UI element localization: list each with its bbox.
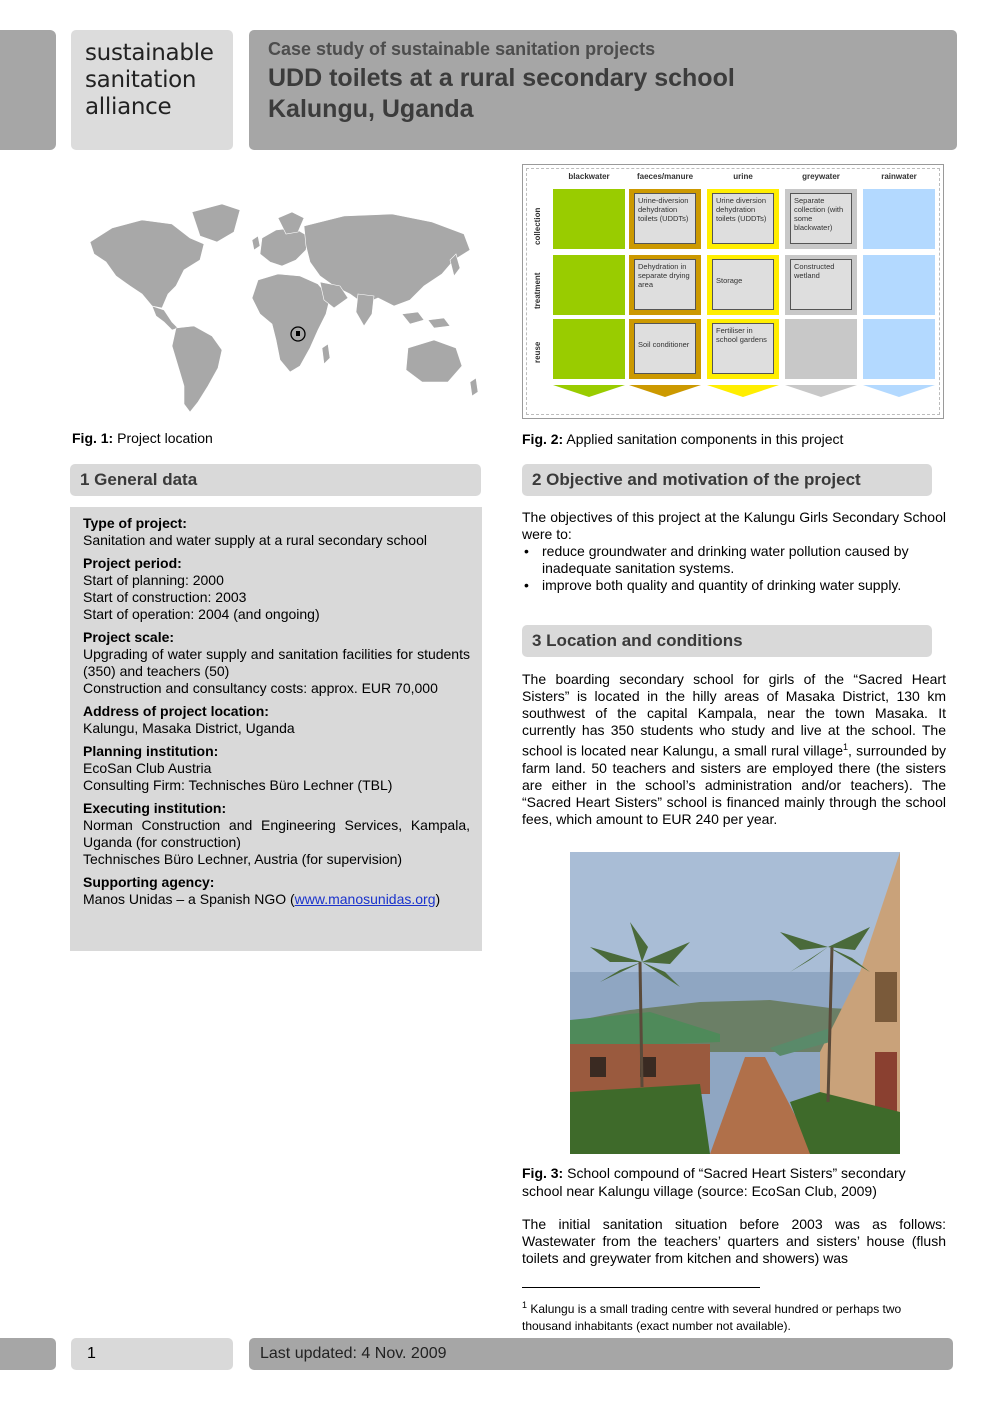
cell-urine-treatment	[707, 255, 779, 315]
location-text-b: , surrounded by farm land. 50 teachers and sisters are employed there (the sisters are either in the school’s administration and/or teachers). The “Sacred Heart Sisters” school is financed mainly through the school fees, which amount to EUR 240 per year.	[522, 742, 946, 827]
cell-rainwater-reuse	[863, 319, 935, 379]
project-scale-label: Project scale:	[83, 629, 175, 645]
fig3-label: Fig. 3:	[522, 1165, 564, 1181]
manos-unidas-link[interactable]: www.manosunidas.org	[294, 891, 436, 907]
logo-line-1: sustainable	[85, 40, 214, 66]
fig3-caption	[522, 1164, 946, 1200]
cell-rainwater-treatment	[863, 255, 935, 315]
doc-title-line-1: UDD toilets at a rural secondary school	[268, 64, 735, 92]
title-banner	[249, 30, 957, 150]
page-number: 1	[71, 1338, 233, 1370]
logo-line-2: sanitation	[85, 67, 197, 93]
header-side-tab	[0, 30, 56, 150]
row-header-collection: collection	[533, 207, 542, 245]
planning-institution-1: EcoSan Club Austria	[83, 760, 212, 776]
arrow-greywater	[785, 385, 857, 397]
doc-title-line-2: Kalungu, Uganda	[268, 95, 474, 123]
section-3-header: 3 Location and conditions	[522, 625, 932, 657]
objective-item-1: • reduce groundwater and drinking water pollution caused by inadequate sanitation systems.	[522, 543, 946, 577]
project-cost-value: Construction and consultancy costs: approx. EUR 70,000	[83, 680, 438, 696]
col-header-faeces: faeces/manure	[636, 172, 694, 181]
cell-rainwater-collection	[863, 189, 935, 249]
objective-intro: The objectives of this project at the Kalungu Girls Secondary School were to:	[522, 509, 946, 542]
objective-list	[522, 543, 946, 594]
executing-institution-2: Technisches Büro Lechner, Austria (for supervision)	[83, 851, 403, 867]
footnote	[522, 1297, 946, 1335]
executing-institution-label: Executing institution:	[83, 800, 227, 816]
box-faeces-reuse: Soil conditioner	[634, 323, 696, 374]
footnote-ref: 1	[843, 742, 849, 752]
start-of-operation: Start of operation: 2004 (and ongoing)	[83, 606, 320, 622]
cell-urine-collection	[707, 189, 779, 249]
arrow-faeces	[629, 385, 701, 397]
location-paragraph	[522, 671, 946, 828]
supporting-agency-close: )	[435, 891, 441, 907]
col-header-blackwater: blackwater	[568, 172, 610, 181]
col-header-rainwater: rainwater	[881, 172, 917, 181]
initial-situation-paragraph: The initial sanitation situation before 2003 was as follows: Wastewater from the teachers’ quarters and sisters’ house (flush toilets and greywater from kitchen and showers) was	[522, 1216, 946, 1266]
address-label: Address of project location:	[83, 703, 269, 719]
type-of-project-value: Sanitation and water supply at a rural secondary school	[83, 532, 427, 548]
objective-item-2: • improve both quality and quantity of drinking water supply.	[522, 577, 946, 594]
cell-greywater-treatment	[785, 255, 857, 315]
address-value: Kalungu, Masaka District, Uganda	[83, 720, 295, 736]
fig2-caption	[522, 430, 843, 448]
section-1-header: 1 General data	[70, 464, 481, 496]
section-2-header: 2 Objective and motivation of the project	[522, 464, 932, 496]
cell-blackwater-treatment	[553, 255, 625, 315]
box-urine-reuse: Fertiliser in school gardens	[712, 323, 774, 374]
cell-urine-reuse	[707, 319, 779, 379]
footnote-rule	[522, 1287, 760, 1288]
col-header-greywater: greywater	[802, 172, 840, 181]
footnote-mark: 1	[522, 1300, 528, 1310]
supporting-agency-text: Manos Unidas – a Spanish NGO (	[83, 891, 295, 907]
fig2-label: Fig. 2:	[522, 431, 564, 447]
start-of-planning: Start of planning: 2000	[83, 572, 224, 588]
cell-greywater-collection	[785, 189, 857, 249]
type-of-project-label: Type of project:	[83, 515, 187, 531]
row-header-treatment: treatment	[533, 272, 542, 309]
fig3-text: School compound of “Sacred Heart Sisters” secondary school near Kalungu village (source: EcoSan Club, 2009)	[522, 1165, 906, 1199]
planning-institution-label: Planning institution:	[83, 743, 219, 759]
box-urine-collection: Urine diversion dehydration toilets (UDDTs)	[712, 193, 774, 244]
doc-subtitle: Case study of sustainable sanitation projects	[268, 39, 656, 59]
supporting-agency-value	[83, 891, 470, 908]
executing-institution-1: Norman Construction and Engineering Services, Kampala, Uganda (for construction)	[83, 817, 470, 850]
last-updated: Last updated: 4 Nov. 2009	[249, 1338, 953, 1370]
fig1-caption	[72, 429, 213, 447]
box-grey-treatment: Constructed wetland	[790, 259, 852, 310]
arrow-rainwater	[863, 385, 935, 397]
footnote-text: Kalungu is a small trading centre with several hundred or perhaps two thousand inhabitants (exact number not available).	[522, 1302, 902, 1333]
cell-faeces-reuse	[629, 319, 701, 379]
general-data-box	[70, 507, 482, 951]
location-text-a: The boarding secondary school for girls of the “Sacred Heart Sisters” is located in the hilly areas of Masaka District, 130 km southwest of the capital Kampala, near the town Masaka. It currently has 350 students who study and live at the school. The school is located near Kalungu, a small rural village	[522, 671, 946, 759]
start-of-construction: Start of construction: 2003	[83, 589, 247, 605]
arrow-urine	[707, 385, 779, 397]
row-header-reuse: reuse	[533, 341, 542, 363]
col-header-urine: urine	[733, 172, 753, 181]
alliance-logo	[71, 30, 233, 150]
project-period-label: Project period:	[83, 555, 182, 571]
box-faeces-treatment: Dehydration in separate drying area	[634, 259, 696, 310]
cell-greywater-reuse	[785, 319, 857, 379]
cell-blackwater-collection	[553, 189, 625, 249]
supporting-agency-label: Supporting agency:	[83, 874, 215, 890]
fig2-text: Applied sanitation components in this project	[563, 431, 844, 447]
project-scale-value: Upgrading of water supply and sanitation facilities for students (350) and teachers (50)	[83, 646, 470, 679]
footer-side-tab	[0, 1338, 56, 1370]
fig1-text: Project location	[113, 430, 213, 446]
fig1-label: Fig. 1:	[72, 430, 114, 446]
world-map	[72, 190, 482, 420]
arrow-blackwater	[553, 385, 625, 397]
school-compound-photo	[570, 852, 900, 1154]
box-faeces-collection: Urine-diversion dehydration toilets (UDDTs)	[634, 193, 696, 244]
cell-faeces-collection	[629, 189, 701, 249]
logo-line-3: alliance	[85, 94, 172, 120]
sanitation-components-diagram	[522, 164, 944, 419]
cell-blackwater-reuse	[553, 319, 625, 379]
box-urine-treatment: Storage	[712, 259, 774, 310]
planning-institution-2: Consulting Firm: Technisches Büro Lechner (TBL)	[83, 777, 393, 793]
box-grey-collection: Separate collection (with some blackwater)	[790, 193, 852, 244]
cell-faeces-treatment	[629, 255, 701, 315]
